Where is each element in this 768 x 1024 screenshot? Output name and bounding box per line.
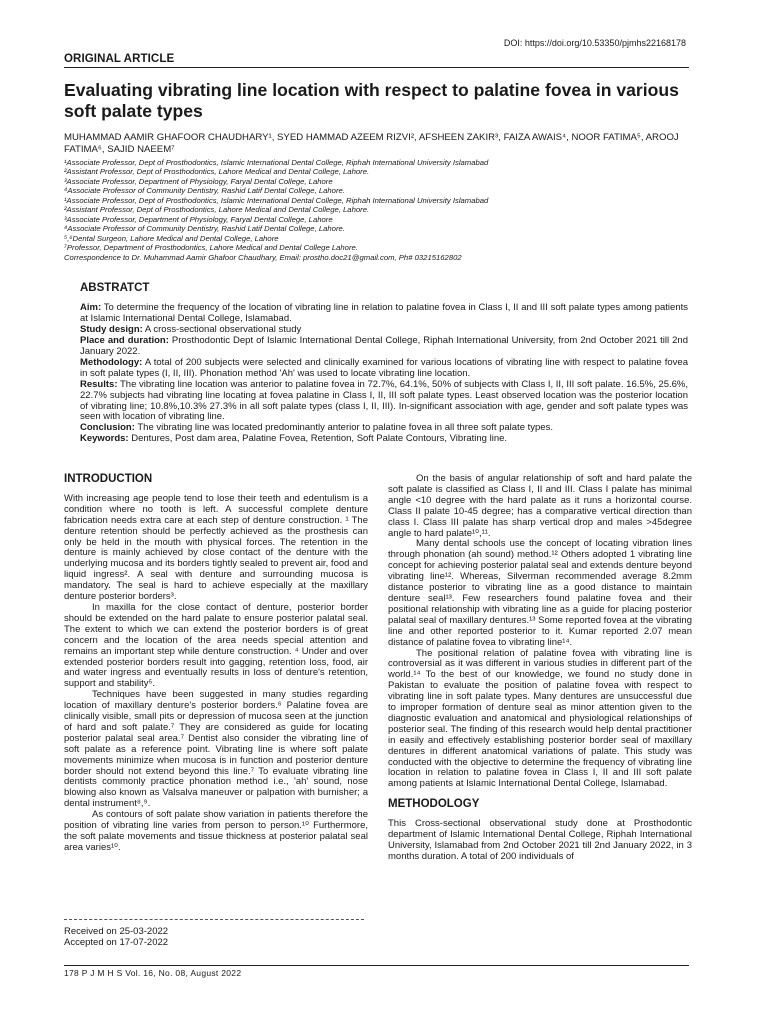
correspondence-line: Correspondence to Dr. Muhammad Aamir Ghafoor Chaudhary, Email: prostho.doc21@gmail.com, Ph# 03215162802 xyxy=(64,252,462,262)
doi-link[interactable]: DOI: https://doi.org/10.53350/pjmhs22168178 xyxy=(503,38,686,48)
intro-paragraph: In maxilla for the close contact of denture, posterior border should be extended on the hard palate to ensure posterior palatal seal. The extent to which we can extend the posterior borders is of great concern and the location of the area needs special attention and remains an important step while denture construction. ⁴ Under and over extended posterior borders result into gagging, retention loss, food, air and water ingress and eventually results in loss of denture's retention, support and stability⁵. xyxy=(64,601,368,690)
keywords-label: Keywords: xyxy=(80,433,129,445)
introduction-heading: INTRODUCTION xyxy=(64,473,153,485)
affiliation-line: ²Assistant Professor, Dept of Prosthodontics, Lahore Medical and Dental College, Lahore. xyxy=(64,167,370,177)
affiliation-line: ¹Associate Professor, Dept of Prosthodontics, Islamic International Dental College, Riphah International University Islamabad xyxy=(64,158,489,167)
abstract-results xyxy=(80,380,688,424)
footer-rule xyxy=(64,965,689,966)
methodology-heading: METHODOLOGY xyxy=(388,798,480,811)
abstract-aim xyxy=(80,303,688,325)
place-text: Prosthodontic Dept of Islamic International Dental College, Riphah International University, from 2nd October 2021 till 2nd January 2022. xyxy=(80,334,688,357)
affiliation-line: ³Associate Professor, Department of Physiology, Faryal Dental College, Lahore xyxy=(64,176,333,186)
affiliation-line: ⁵,⁶Dental Surgeon, Lahore Medical and Dental College, Lahore xyxy=(64,233,279,243)
affiliation-line: ⁴Associate Professor of Community Dentistry, Rashid Latif Dental College, Lahore. xyxy=(64,224,345,234)
methodology-text: A total of 200 subjects were selected and clinically examined for various locations of vibrating line with respect to palatine fovea in soft palate types (I, II, III). Phonation method 'Ah' was used to locate vibrating line location. xyxy=(80,356,688,379)
page-footer: 178 P J M H S Vol. 16, No. 08, August 2022 xyxy=(64,968,242,978)
affiliation-line: ⁴Associate Professor of Community Dentistry, Rashid Latif Dental College, Lahore. xyxy=(64,186,345,196)
design-text: A cross-sectional observational study xyxy=(142,323,302,335)
abstract-heading: ABSTRATCT xyxy=(80,282,150,294)
received-date: Received on 25-03-2022 xyxy=(64,926,169,937)
body-paragraph: On the basis of angular relationship of soft and hard palate the soft palate is classified as Class I, II and III. Class I palate has minimal angle <10 degree with the hard palate as it runs a horizontal course. Class II palate 10-45 degree; has a comparative vertical direction than class I. Class III palate has sharp vertical drop and males >45degree angle to hard palate¹⁰,¹¹. xyxy=(388,473,692,539)
header-rule xyxy=(64,67,689,68)
body-paragraph: The positional relation of palatine fovea with vibrating line is controversial as it was different in various studies in different part of the world.¹⁴ To the best of our knowledge, we found no study done in Pakistan to evaluate the position of palatine fovea with respect to vibrating line in soft palate types. Many dentures are unsuccessful due to improper formation of denture seal as minor attention given to the diagnostic evaluation and anatomical and physiological relationships of posterior seal. The finding of this research would help dental practitioner in easily and effectively establishing posterior border seal of maxillary dentures in different anatomical variations of palate. This study was conducted with the objective to determine the frequency of vibrating line location in relation to palatine fovea in Class I, II and III soft palate among patients at Islamic International Dental College, Islamabad. xyxy=(388,647,692,790)
keywords-text: Dentures, Post dam area, Palatine Fovea, Retention, Soft Palate Contours, Vibrating line. xyxy=(128,433,508,445)
conclusion-text: The vibrating line was located predominantly anterior to palatine fovea in all three soft palate types. xyxy=(134,422,553,434)
place-label: Place and duration: xyxy=(80,334,169,346)
author-list: MUHAMMAD AAMIR GHAFOOR CHAUDHARY¹, SYED HAMMAD AZEEM RIZVI², AFSHEEN ZAKIR³, FAIZA AWAIS⁴, NOOR FATIMA⁵, AROOJ FATIMA⁶, SAJID NAEEM⁷ xyxy=(64,132,679,155)
affiliation-line: ¹Associate Professor, Dept of Prosthodontics, Islamic International Dental College, Riphah International University Islamabad xyxy=(64,195,489,205)
article-title: Evaluating vibrating line location with respect to palatine fovea in various soft palate types xyxy=(64,80,679,121)
abstract-keywords xyxy=(80,434,688,445)
left-column xyxy=(64,474,368,854)
abstract-methodology xyxy=(80,358,688,380)
intro-paragraph: Techniques have been suggested in many studies regarding location of maxillary denture's posterior borders.⁶ Palatine fovea are clinically visible, small pits or depression of mucosa seen at the junction of hard and soft palate.⁷ They are considered as guide for locating posterior palatal seal area.⁷ Dentist also consider the vibrating line of soft palate as a reference point. Vibrating line is where soft palate movements minimize when mucosa is in function and posterior denture border should not extend beyond this line.⁷ To evaluate vibrating line dentists commonly practice phonation method i.e., 'ah' sound, nose blowing also known as Valsalva maneuver or palpation with burnisher; a dental instrument⁸,⁹. xyxy=(64,689,368,810)
affiliation-line: ⁷Professor, Department of Prosthodontics, Lahore Medical and Dental College Lahore. xyxy=(64,243,358,253)
submission-dates xyxy=(64,926,168,948)
body-paragraph: Many dental schools use the concept of locating vibration lines through phonation (ah sound) method.¹² Others adopted 1 vibrating line concept for achieving posterior palatal seal and extends denture beyond vibrating line¹². Whereas, Silverman recommended average 8.2mm distance posterior to vibrating line as a good distance to maintain denture seal¹³. Few researchers found palatine fovea and their positional relationship with vibrating line as a guide for placing posterior palatal seal of maxillary dentures.¹³ Some reported fovea at the vibrating line and other reported posterior to it. Kumar reported 2.07 mean distance of palatine fovea to vibrating line¹⁴. xyxy=(388,538,692,648)
right-column xyxy=(388,474,692,863)
abstract-section xyxy=(80,283,688,445)
aim-text: To determine the frequency of the location of vibrating line in relation to palatine fovea in Class I, II and III soft palate types among patients at Islamic International Dental College, Islamabad. xyxy=(80,301,688,324)
results-text: The vibrating line location was anterior to palatine fovea in 72.7%, 64.1%, 50% of subjects with Class I, II, III soft palate. 16.5%, 25.6%, 22.7% subjects had vibrating line locating at fovea palatine in Class I, II, III soft palate types. Least observed location was the posterior location of vibrating line; 10.8%,10.3% 27.3% in all soft palate types (class I, II, III). In-significant association with age, gender and soft palate types was seen with location of vibrating line. xyxy=(80,378,688,423)
results-label: Results: xyxy=(80,378,118,390)
intro-paragraph: With increasing age people tend to lose their teeth and edentulism is a condition where no tooth is left. A successful complete denture fabrication needs extra care at each step of denture construction. ¹ The denture retention should be perfectly achieved as the prosthesis can only be held in the mouth with physical forces. The retention in the denture is mainly achieved by close contact of the denture with the underlying mucosa and its borders tightly sealed to prevent air, food and liquid ingress². A seal with denture and surrounding mucosa is mandatory. The seal is hard to achieve especially at the maxillary denture posterior borders³. xyxy=(64,492,368,603)
methodology-paragraph: This Cross-sectional observational study done at Prosthodontic department of Islamic International Dental College, Riphah International University, Islamabad from 2nd October 2021 till 2nd January 2022, in 3 months duration. A total of 200 individuals of xyxy=(388,818,692,862)
dates-separator xyxy=(64,919,364,920)
affiliation-line: ²Assistant Professor, Dept of Prosthodontics, Lahore Medical and Dental College, Lahore. xyxy=(64,205,370,215)
affiliations xyxy=(64,158,704,262)
abstract-place xyxy=(80,336,688,358)
aim-label: Aim: xyxy=(80,301,102,313)
methodology-label: Methodology: xyxy=(80,356,143,368)
intro-paragraph: As contours of soft palate show variation in patients therefore the position of vibrating line varies from person to person.¹⁰ Furthermore, the soft palate movements and tissue thickness at posterior palatal seal area varies¹⁰. xyxy=(64,809,368,853)
article-type-label: ORIGINAL ARTICLE xyxy=(64,53,175,65)
conclusion-label: Conclusion: xyxy=(80,422,135,434)
accepted-date: Accepted on 17-07-2022 xyxy=(64,937,169,948)
design-label: Study design: xyxy=(80,323,143,335)
affiliation-line: ³Associate Professor, Department of Physiology, Faryal Dental College, Lahore xyxy=(64,214,333,224)
